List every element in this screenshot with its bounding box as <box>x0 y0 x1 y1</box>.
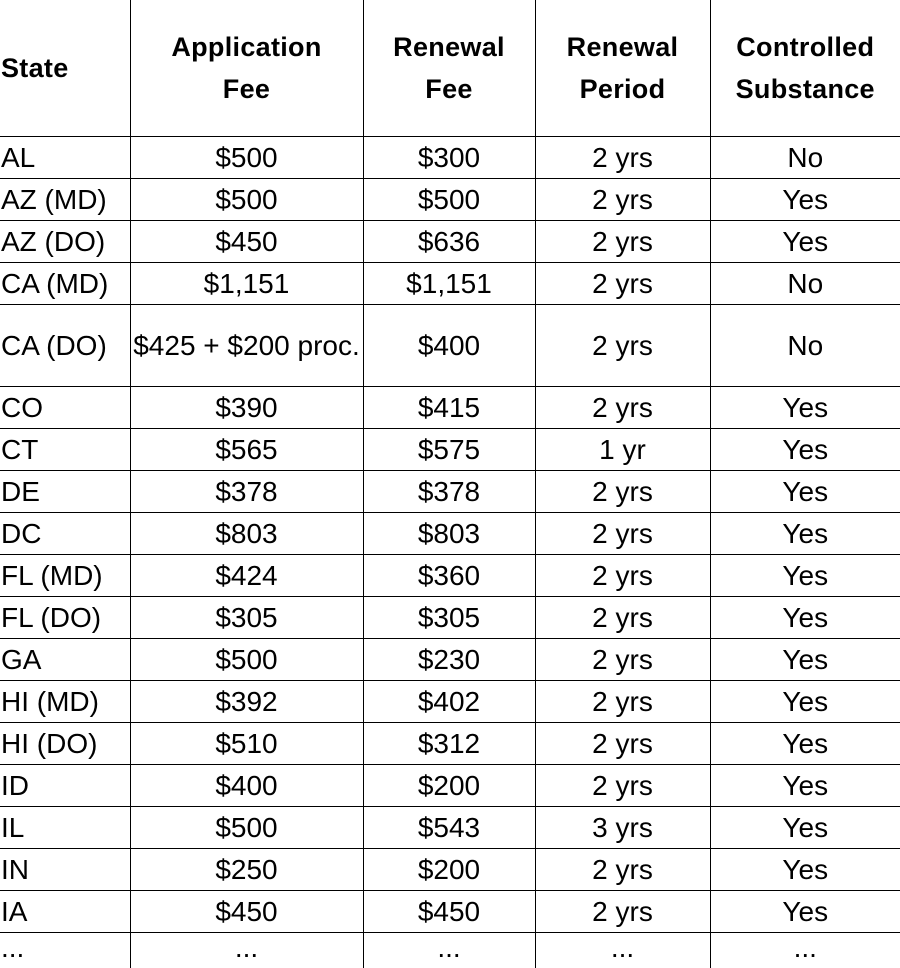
cell-state: AZ (DO) <box>0 221 130 263</box>
cell-renewal-period: 2 yrs <box>535 597 710 639</box>
cell-state: ID <box>0 765 130 807</box>
header-renewal-fee <box>363 0 535 137</box>
cell-renewal-period: 2 yrs <box>535 221 710 263</box>
cell-renewal-fee: $200 <box>363 765 535 807</box>
header-renewal-period-line2: Period <box>579 74 666 104</box>
cell-renewal-period: 2 yrs <box>535 137 710 179</box>
cell-renewal-period: 2 yrs <box>535 513 710 555</box>
cell-renewal-fee: $230 <box>363 639 535 681</box>
cell-controlled-substance: Yes <box>710 723 900 765</box>
table-row <box>0 723 900 765</box>
cell-controlled-substance: Yes <box>710 891 900 933</box>
header-state <box>0 0 130 137</box>
cell-application-fee: $500 <box>130 179 363 221</box>
table-row <box>0 305 900 387</box>
table-row <box>0 597 900 639</box>
cell-renewal-fee: $803 <box>363 513 535 555</box>
cell-state: CA (DO) <box>0 305 130 387</box>
cell-state: DC <box>0 513 130 555</box>
cell-renewal-fee: $305 <box>363 597 535 639</box>
cell-renewal-period: 2 yrs <box>535 387 710 429</box>
cell-state: ... <box>1 932 25 963</box>
cell-state: DE <box>0 471 130 513</box>
cell-application-fee: $1,151 <box>130 263 363 305</box>
table-row <box>0 765 900 807</box>
cell-controlled-substance: Yes <box>710 179 900 221</box>
cell-renewal-period: 2 yrs <box>535 471 710 513</box>
cell-renewal-fee: $415 <box>363 387 535 429</box>
cell-renewal-fee: $1,151 <box>363 263 535 305</box>
cell-application-fee: $510 <box>130 723 363 765</box>
cell-state: FL (DO) <box>0 597 130 639</box>
cell-controlled-substance: Yes <box>710 597 900 639</box>
cell-controlled-substance: No <box>710 305 900 387</box>
cell-renewal-period: 2 yrs <box>535 179 710 221</box>
header-renewal-fee-line2: Fee <box>425 74 473 104</box>
cell-renewal-fee: $575 <box>363 429 535 471</box>
cell-renewal-period: 2 yrs <box>535 765 710 807</box>
cell-state: HI (MD) <box>0 681 130 723</box>
header-renewal-period-line1: Renewal <box>566 32 679 62</box>
cell-application-fee: $305 <box>130 597 363 639</box>
cell-renewal-period: 2 yrs <box>535 849 710 891</box>
cell-renewal-period: 3 yrs <box>535 807 710 849</box>
cell-state: AL <box>0 137 130 179</box>
cell-renewal-period: 2 yrs <box>535 723 710 765</box>
cell-controlled-substance: No <box>710 137 900 179</box>
cell-state: FL (MD) <box>0 555 130 597</box>
table-header <box>0 0 900 137</box>
cell-renewal-fee: ... <box>363 933 535 968</box>
table-row <box>0 555 900 597</box>
table-row <box>0 471 900 513</box>
cell-controlled-substance: Yes <box>710 681 900 723</box>
cell-application-fee: $424 <box>130 555 363 597</box>
cell-renewal-fee: $543 <box>363 807 535 849</box>
cell-application-fee: ... <box>130 933 363 968</box>
table-row <box>0 849 900 891</box>
cell-application-fee: $500 <box>130 137 363 179</box>
cell-state: CO <box>0 387 130 429</box>
table-row <box>0 639 900 681</box>
table-row <box>0 429 900 471</box>
cell-application-fee: $390 <box>130 387 363 429</box>
table-row <box>0 807 900 849</box>
cell-renewal-fee: $312 <box>363 723 535 765</box>
header-application-fee <box>130 0 363 137</box>
cell-application-fee: $400 <box>130 765 363 807</box>
cell-renewal-fee: $500 <box>363 179 535 221</box>
cell-renewal-fee: $300 <box>363 137 535 179</box>
cell-renewal-period: 2 yrs <box>535 305 710 387</box>
cell-controlled-substance: Yes <box>710 513 900 555</box>
cell-controlled-substance: No <box>710 263 900 305</box>
header-state-label: State <box>1 53 69 83</box>
header-renewal-fee-line1: Renewal <box>393 32 505 62</box>
table-row <box>0 263 900 305</box>
cell-state: AZ (MD) <box>0 179 130 221</box>
cell-renewal-fee: $636 <box>363 221 535 263</box>
cell-renewal-period: 2 yrs <box>535 891 710 933</box>
cell-renewal-fee: $378 <box>363 471 535 513</box>
cell-renewal-fee: $360 <box>363 555 535 597</box>
cell-state: GA <box>0 639 130 681</box>
cell-state: IN <box>0 849 130 891</box>
header-renewal-period <box>535 0 710 137</box>
cell-application-fee: $378 <box>130 471 363 513</box>
header-row <box>0 0 900 137</box>
table-row <box>0 513 900 555</box>
header-controlled-substance <box>710 0 900 137</box>
cell-renewal-period: 2 yrs <box>535 639 710 681</box>
cell-application-fee: $500 <box>130 639 363 681</box>
cell-controlled-substance: Yes <box>710 471 900 513</box>
cell-state: CA (MD) <box>0 263 130 305</box>
cell-application-fee: $565 <box>130 429 363 471</box>
cell-controlled-substance: ... <box>710 933 900 968</box>
cell-application-fee: $250 <box>130 849 363 891</box>
cell-renewal-fee: $200 <box>363 849 535 891</box>
cell-renewal-fee: $400 <box>363 305 535 387</box>
cell-application-fee: $500 <box>130 807 363 849</box>
cell-renewal-period: ... <box>535 933 710 968</box>
table-row <box>0 387 900 429</box>
table-row <box>0 681 900 723</box>
cell-renewal-period: 2 yrs <box>535 263 710 305</box>
cell-application-fee: $425 + $200 proc. <box>130 305 363 387</box>
cell-controlled-substance: Yes <box>710 387 900 429</box>
cell-renewal-fee: $402 <box>363 681 535 723</box>
cell-renewal-period: 2 yrs <box>535 555 710 597</box>
header-application-fee-line1: Application <box>171 32 322 62</box>
cell-state: CT <box>0 429 130 471</box>
table-row <box>0 137 900 179</box>
header-controlled-substance-line1: Controlled <box>736 32 875 62</box>
table-row <box>0 891 900 933</box>
cell-controlled-substance: Yes <box>710 807 900 849</box>
cell-controlled-substance: Yes <box>710 765 900 807</box>
cell-renewal-fee: $450 <box>363 891 535 933</box>
cell-renewal-period: 2 yrs <box>535 681 710 723</box>
cell-controlled-substance: Yes <box>710 555 900 597</box>
cell-controlled-substance: Yes <box>710 429 900 471</box>
cell-application-fee: $450 <box>130 221 363 263</box>
table-body <box>0 137 900 968</box>
table-row-ellipsis <box>0 933 900 968</box>
header-controlled-substance-line2: Substance <box>735 74 875 104</box>
cell-controlled-substance: Yes <box>710 221 900 263</box>
cell-renewal-period: 1 yr <box>535 429 710 471</box>
table-row <box>0 221 900 263</box>
cell-application-fee: $392 <box>130 681 363 723</box>
header-application-fee-line2: Fee <box>222 74 271 104</box>
cell-controlled-substance: Yes <box>710 849 900 891</box>
cell-state: HI (DO) <box>0 723 130 765</box>
cell-controlled-substance: Yes <box>710 639 900 681</box>
table-row <box>0 179 900 221</box>
cell-application-fee: $803 <box>130 513 363 555</box>
cell-application-fee: $450 <box>130 891 363 933</box>
cell-state: IL <box>0 807 130 849</box>
cell-state: IA <box>0 891 130 933</box>
